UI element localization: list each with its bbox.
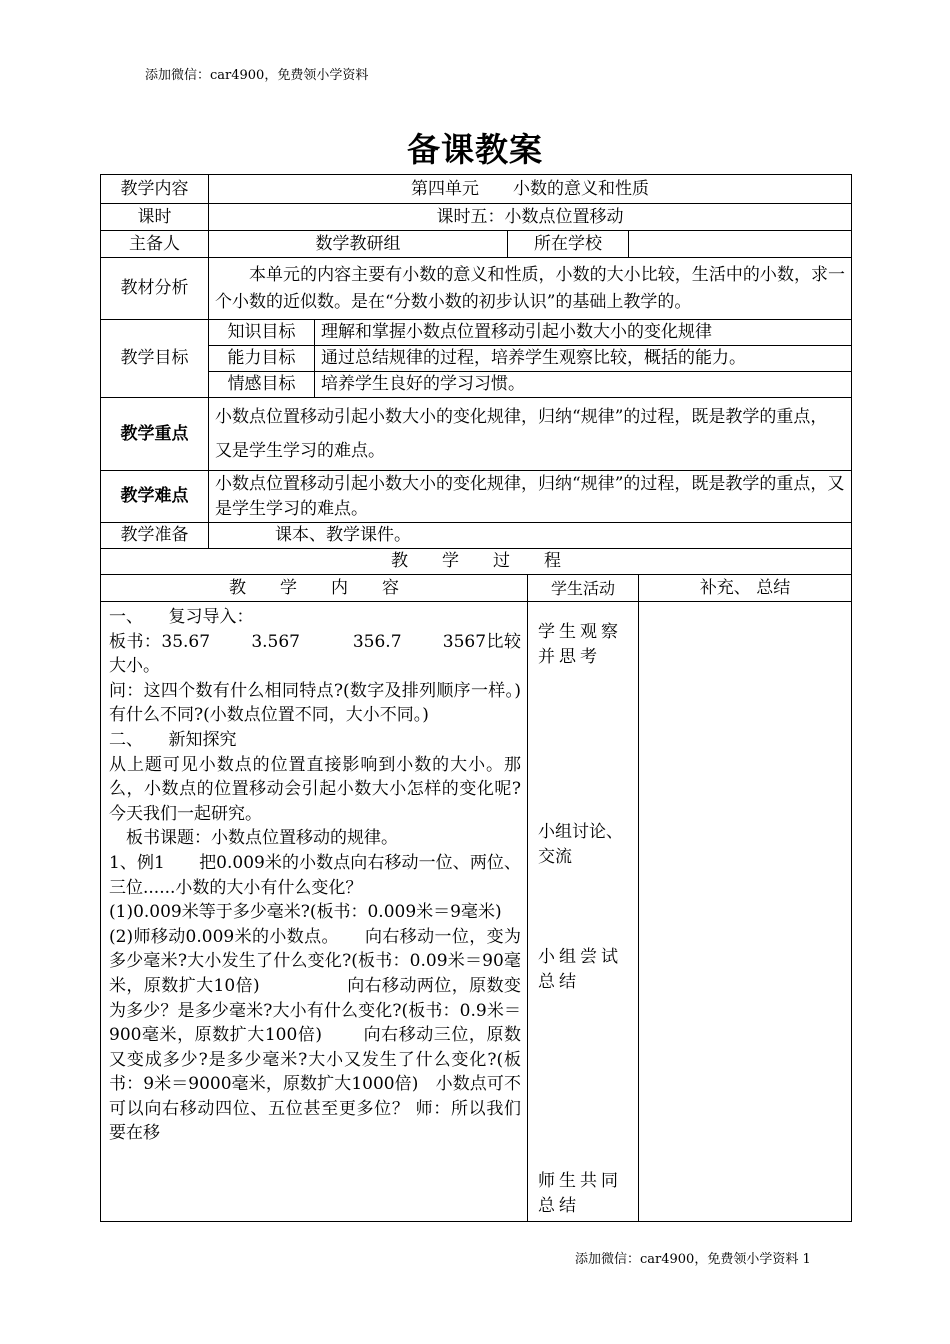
analysis-value: 本单元的内容主要有小数的意义和性质，小数的大小比较，生活中的小数，求一个小数的近似数。是在“分数小数的初步认识”的基础上教学的。 bbox=[209, 258, 852, 320]
row-process-header bbox=[101, 575, 852, 602]
process-activities bbox=[528, 602, 639, 1222]
goals-label: 教学目标 bbox=[101, 320, 209, 398]
goal-text: 通过总结规律的过程，培养学生观察比较，概括的能力。 bbox=[315, 346, 852, 372]
prep-label: 教学准备 bbox=[101, 523, 209, 549]
school-value bbox=[629, 231, 852, 258]
col-content-header: 教 学 内 容 bbox=[101, 575, 528, 602]
difficulty-value: 小数点位置移动引起小数大小的变化规律，归纳“规律”的过程，既是教学的重点，又是学生学习的难点。 bbox=[209, 471, 852, 523]
activity-item: 学生观察并思考 bbox=[538, 622, 622, 667]
process-content bbox=[101, 602, 528, 1222]
row-preparation bbox=[101, 523, 852, 549]
content-line: 1、例1 把0.009米的小数点向右移动一位、两位、三位......小数的大小有什么变化？ bbox=[109, 852, 521, 898]
row-process-title bbox=[101, 549, 852, 575]
lesson-label: 课时 bbox=[101, 204, 209, 231]
row-goal-ability bbox=[101, 346, 852, 372]
school-label: 所在学校 bbox=[508, 231, 629, 258]
key-label: 教学重点 bbox=[101, 398, 209, 471]
activity-item: 小组讨论、交流 bbox=[538, 822, 623, 867]
content-line: 从上题可见小数点的位置直接影响到小数的大小。那么，小数点的位置移动会引起小数大小怎样的变化呢?今天我们一起研究。 bbox=[109, 754, 521, 824]
content-line: 一、 复习导入： bbox=[109, 607, 254, 627]
lesson-value: 课时五：小数点位置移动 bbox=[209, 204, 852, 231]
prep-value: 课本、教学课件。 bbox=[209, 523, 852, 549]
row-preparer bbox=[101, 231, 852, 258]
row-difficulty bbox=[101, 471, 852, 523]
goal-text: 理解和掌握小数点位置移动引起小数大小的变化规律 bbox=[315, 320, 852, 346]
row-content bbox=[101, 175, 852, 204]
analysis-label: 教材分析 bbox=[101, 258, 209, 320]
row-key-point bbox=[101, 398, 852, 471]
preparer-value: 数学教研组 bbox=[209, 231, 508, 258]
difficulty-label: 教学难点 bbox=[101, 471, 209, 523]
row-lesson bbox=[101, 204, 852, 231]
content-line: 板书课题：小数点位置移动的规律。 bbox=[109, 828, 398, 849]
key-value: 小数点位置移动引起小数大小的变化规律，归纳“规律”的过程，既是教学的重点， 又是学生学习的难点。 bbox=[209, 398, 852, 471]
row-analysis bbox=[101, 258, 852, 320]
preparer-label: 主备人 bbox=[101, 231, 209, 258]
lesson-plan-table bbox=[100, 174, 852, 1222]
goal-text: 培养学生良好的学习习惯。 bbox=[315, 372, 852, 398]
row-goal-knowledge bbox=[101, 320, 852, 346]
activity-item: 小组尝试总结 bbox=[538, 947, 622, 992]
content-line: (1)0.009米等于多少毫米?(板书：0.009米＝9毫米) bbox=[109, 902, 502, 923]
content-label: 教学内容 bbox=[101, 175, 209, 204]
goal-type: 情感目标 bbox=[209, 372, 315, 398]
goal-type: 知识目标 bbox=[209, 320, 315, 346]
content-line: 问：这四个数有什么相同特点?(数字及排列顺序一样。)有什么不同?(小数点位置不同，大小不同。) bbox=[109, 680, 521, 726]
process-title: 教 学 过 程 bbox=[101, 549, 852, 575]
goal-type: 能力目标 bbox=[209, 346, 315, 372]
content-line: 板书：35.67 3.567 356.7 3567比较大小。 bbox=[109, 631, 521, 677]
col-summary-header: 补充、 总结 bbox=[639, 575, 852, 602]
process-summary bbox=[639, 602, 852, 1222]
content-line: 二、 新知探究 bbox=[109, 729, 237, 750]
row-goal-emotion bbox=[101, 372, 852, 398]
document-title: 备课教案 bbox=[407, 130, 543, 169]
header-note: 添加微信：car4900，免费领小学资料 bbox=[145, 68, 369, 83]
footer-note: 添加微信：car4900，免费领小学资料 1 bbox=[575, 1252, 811, 1267]
col-activity-header: 学生活动 bbox=[528, 575, 639, 602]
row-process-body bbox=[101, 602, 852, 1222]
content-line: (2)师移动0.009米的小数点。 向右移动一位，变为多少毫米?大小发生了什么变化?(板书：0.09米＝90毫米，原数扩大10倍) 向右移动两位，原数变为多少？是多少毫米?大小有什么变化?(板书：0.9米＝900毫米，原数扩大100倍) 向右移动三位，原数又变成多少?是多少毫米?大小又发生了什么变化?(板书：9米＝9000毫米，原数扩大1000倍) 小数点可不可以向右移动四位、五位甚至更多位？ 师：所以我们要在移 bbox=[109, 926, 521, 1144]
activity-item: 师生共同总结 bbox=[538, 1171, 622, 1216]
content-value: 第四单元 小数的意义和性质 bbox=[209, 175, 852, 204]
